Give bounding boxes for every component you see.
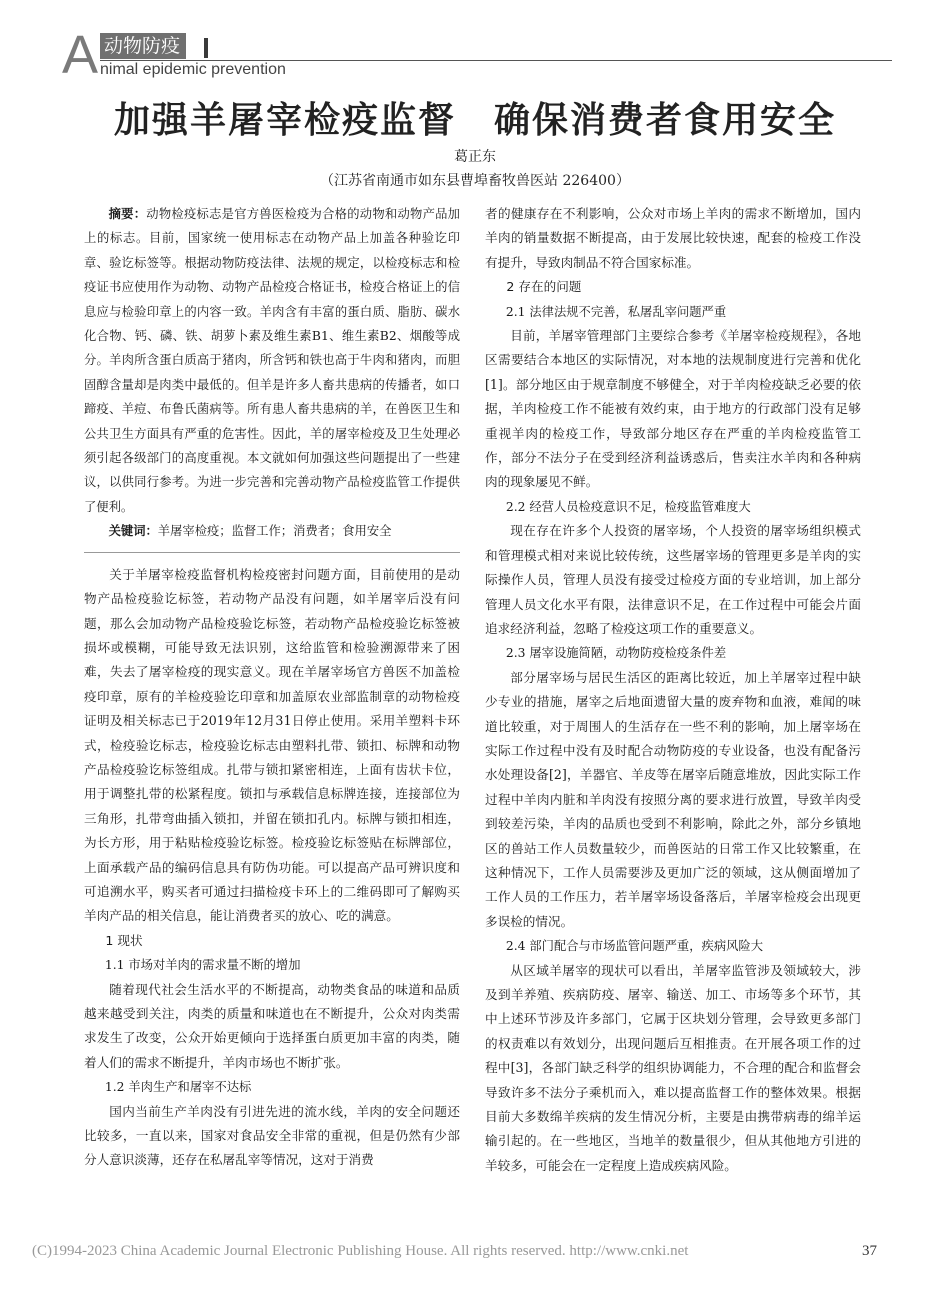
section-heading: 1 现状 <box>105 932 143 948</box>
abstract <box>84 202 460 519</box>
subsection-heading: 2.3 屠宰设施简陋，动物防疫检疫条件差 <box>505 646 727 661</box>
subsection-heading: 2.1 法律法规不完善，私屠乱宰问题严重 <box>505 304 727 319</box>
subsection-heading: 2.2 经营人员检疫意识不足，检疫监管难度大 <box>505 499 751 514</box>
keywords <box>84 519 460 543</box>
keywords-text: 羊屠宰检疫；监督工作；消费者；食用安全 <box>157 524 392 539</box>
paragraph: 现在存在许多个人投资的屠宰场，个人投资的屠宰场组织模式和管理模式相对来说比较传统，这些屠宰场的管理更多是羊肉的实际操作人员，管理人员没有接受过检疫方面的专业培训，加上部分管理人员文化水平有限，法律意识不足，在工作过程中可能会片面追求经济利益，忽略了检疫这项工作的重要意义。 <box>485 523 861 636</box>
section-heading: 2 存在的问题 <box>506 279 582 295</box>
header-divider <box>204 38 208 58</box>
paragraph: 国内当前生产羊肉没有引进先进的流水线，羊肉的安全问题还比较多，一直以来，国家对食品安全非常的重视，但是仍然有少部分人意识淡薄，还存在私屠乱宰等情况，这对于消费 <box>84 1103 460 1168</box>
abstract-separator <box>84 552 460 553</box>
header-initial-letter: A <box>62 25 99 85</box>
paragraph: 从区域羊屠宰的现状可以看出，羊屠宰监管涉及领域较大，涉及到羊养殖、疾病防疫、屠宰、输送、加工、市场等多个环节，其中上述环节涉及许多部门，它属于区块划分管理，会导致更多部门的权责难以有效划分，出现问题后互相推责。在开展各项工作的过程中[3]，各部门缺乏科学的组织协调能力，不合理的配合和监督会导致许多不法分子乘机而入，难以提高监督工作的整体效果。根据目前大多数绵羊疾病的发生情况分析，主要是由携带病毒的绵羊运输引起的。在一些地区，当地羊的数量很少，但从其他地方引进的羊较多，可能会在一定程度上造成疾病风险。 <box>485 962 861 1173</box>
abstract-text: 动物检疫标志是官方兽医检疫为合格的动物和动物产品加上的标志。目前，国家统一使用标志在动物产品上加盖各种验讫印章、验讫标签等。根据动物防疫法律、法规的规定，以检疫标志和检疫证书应使用作为动物、动物产品检疫合格证书，检疫合格证上的信息应与检验印章上的内容一致。羊肉含有丰富的蛋白质、脂肪、碳水化合物、钙、磷、铁、胡萝卜素及维生素B1、维生素B2、烟酸等成分。羊肉所含蛋白质高于猪肉，所含钙和铁也高于牛肉和猪肉，而胆固醇含量却是肉类中最低的。但羊是许多人畜共患病的传播者，如口蹄疫、羊痘、布鲁氏菌病等。所有患人畜共患病的羊，在兽医卫生和公共卫生方面具有严重的危害性。因此，羊的屠宰检疫及卫生处理必须引起各级部门的高度重视。本文就如何加强这些问题提出了一些建议，以供同行参考。为进一步完善和完善动物产品检疫监管工作提供了便利。 <box>84 207 460 514</box>
left-column <box>84 202 460 1173</box>
right-column <box>485 202 861 1178</box>
copyright-footer: (C)1994-2023 China Academic Journal Electronic Publishing House. All rights reserved. http://www.cnki.net <box>32 1243 689 1259</box>
paragraph: 随着现代社会生活水平的不断提高，动物类食品的味道和品质越来越受到关注，肉类的质量和味道也在不断提升，公众对肉类需求发生了改变，公众开始更倾向于选择蛋白质更加丰富的肉类，随着人们的需求不断提升，羊肉市场也不断扩张。 <box>84 981 460 1070</box>
subsection-heading: 2.4 部门配合与市场监管问题严重，疾病风险大 <box>505 939 764 954</box>
paragraph: 者的健康存在不利影响，公众对市场上羊肉的需求不断增加，国内羊肉的销量数据不断提高，由于发展比较快速，配套的检疫工作没有提升，导致肉制品不符合国家标准。 <box>485 206 861 270</box>
affiliation: （江苏省南通市如东县曹埠畜牧兽医站 226400） <box>320 173 630 189</box>
intro-paragraph: 关于羊屠宰检疫监督机构检疫密封问题方面，目前使用的是动物产品检疫验讫标签，若动物产品没有问题，如羊屠宰后没有问题，那么会加动物产品检疫验讫标签，若动物产品检疫验讫标签被损坏或模糊，可能导致无法识别，这给监管和检验溯源带来了困难，失去了屠宰检疫的现实意义。现在羊屠宰场官方兽医不加盖检疫印章，原有的羊检疫验讫印章和加盖原农业部监制章的动物检疫证明及相关标志已于2019年12月31日停止使用。采用羊塑料卡环式，检疫验讫标志，检疫验讫标志由塑料扎带、锁扣、标牌和动物产品检疫验讫标签组成。扎带与锁扣紧密相连，上面有齿状卡位，用于调整扎带的松紧程度。锁扣与承载信息标牌连接，连接部位为三角形，扎带弯曲插入锁扣，并留在锁扣孔内。标牌与锁扣相连，为长方形，用于粘贴检疫验讫标签。检疫验讫标签贴在标牌部位，上面承载产品的编码信息具有防伪功能。可以提高产品可辨识度和可追溯水平，购买者可通过扫描检疫卡环上的二维码即可了解购买羊肉产品的相关信息，能让消费者买的放心、吃的满意。 <box>84 566 460 924</box>
subsection-heading: 1.1 市场对羊肉的需求量不断的增加 <box>104 958 301 973</box>
subsection-heading: 1.2 羊肉生产和屠宰不达标 <box>104 1080 252 1095</box>
paragraph: 部分屠宰场与居民生活区的距离比较近，加上羊屠宰过程中缺少专业的措施，屠宰之后地面遗留大量的废弃物和血液，难闻的味道比较重，对于周围人的生活存在一些不利的影响，加上屠宰场在实际工作过程中没有及时配合动物防疫的专业设备，也没有配备污水处理设备[2]，羊器官、羊皮等在屠宰后随意堆放，因此实际工作过程中羊肉内脏和羊肉没有按照分离的要求进行放置，导致羊肉受到较差污染，羊肉的品质也受到不利影响，除此之外，部分乡镇地区的兽站工作人员数量较少，而兽医站的日常工作又比较繁重，在这种情况下，工作人员需要涉及更加广泛的领域，这从侧面增加了工作人员的工作压力，若羊屠宰场设备落后，羊屠宰检疫会出现更多误检的情况。 <box>485 669 861 929</box>
page-number: 37 <box>862 1243 877 1259</box>
journal-header <box>62 25 892 85</box>
paragraph: 目前，羊屠宰管理部门主要综合参考《羊屠宰检疫规程》，各地区需要结合本地区的实际情况，对本地的法规制度进行完善和优化[1]。部分地区由于规章制度不够健全，对于羊肉检疫缺乏必要的依据，羊肉检疫工作不能被有效约束，由于地方的行政部门没有足够重视羊肉的检疫工作，导致部分地区存在严重的羊肉检疫监管工作，部分不法分子在受到经济利益诱惑后，售卖注水羊肉和各种病肉的现象屡见不鲜。 <box>485 328 861 490</box>
author: 葛正东 <box>454 149 496 165</box>
article-title: 加强羊屠宰检疫监督 确保消费者食用安全 <box>113 99 836 141</box>
header-section-en: nimal epidemic prevention <box>100 61 286 78</box>
header-section-cn: 动物防疫 <box>100 33 186 59</box>
abstract-label: 摘要： <box>108 207 147 221</box>
keywords-label: 关键词： <box>108 524 158 539</box>
